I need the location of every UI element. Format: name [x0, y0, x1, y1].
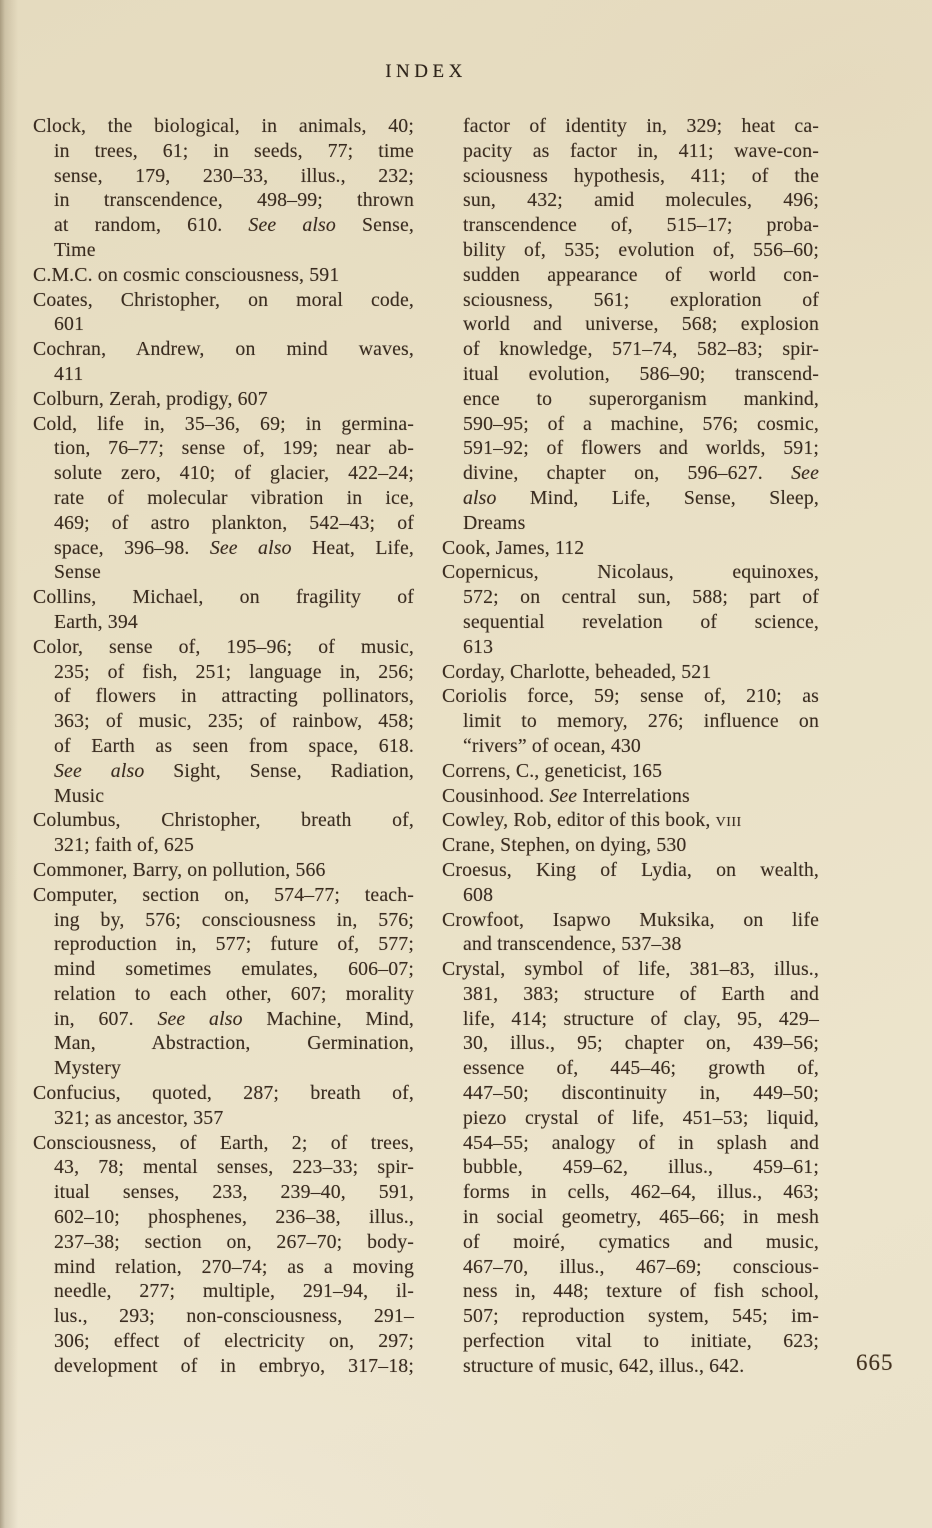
index-entry [442, 759, 819, 784]
index-line: 507; reproduction system, 545; im- [463, 1305, 819, 1328]
index-line: lus., 293; non-consciousness, 291– [54, 1305, 414, 1328]
index-line: Coriolis force, 59; sense of, 210; as [442, 685, 819, 708]
index-entry [442, 560, 819, 659]
index-entry [33, 387, 414, 412]
index-entry [33, 883, 414, 1081]
page-title: INDEX [385, 61, 467, 82]
index-line: transcendence of, 515–17; proba- [463, 214, 819, 237]
index-line: 454–55; analogy of in splash and [463, 1131, 819, 1154]
index-line: sudden appearance of world con- [463, 263, 819, 286]
index-line: Coates, Christopher, on moral code, [33, 288, 414, 311]
index-entry [33, 412, 414, 586]
index-column-left [33, 114, 414, 1379]
index-line: rate of molecular vibration in ice, [54, 486, 414, 509]
index-line: Clock, the biological, in animals, 40; [33, 115, 414, 137]
index-line: Collins, Michael, on fragility of [33, 586, 414, 609]
index-line: piezo crystal of life, 451–53; liquid, [463, 1106, 819, 1129]
index-line: 306; effect of electricity on, 297; [54, 1330, 414, 1353]
index-entry [33, 1081, 414, 1131]
index-entry [442, 908, 819, 958]
index-line: Cochran, Andrew, on mind waves, [33, 338, 414, 361]
index-line: of flowers in attracting pollinators, [54, 685, 414, 708]
index-line: Cook, James, 112 [442, 536, 585, 559]
index-line: sun, 432; amid molecules, 496; [463, 189, 819, 212]
index-line: structure of music, 642, illus., 642. [463, 1354, 745, 1377]
index-line: 613 [463, 635, 494, 658]
index-line: sciousness hypothesis, 411; of the [463, 164, 819, 187]
index-line: limit to memory, 276; influence on [463, 710, 819, 733]
index-line: ness in, 448; texture of fish school, [463, 1280, 819, 1303]
index-line: development of in embryo, 317–18; [54, 1354, 414, 1377]
index-line: Croesus, King of Lydia, on wealth, [442, 858, 819, 881]
index-line: sciousness, 561; exploration of [463, 288, 819, 311]
index-line: in, 607. See also Machine, Mind, [54, 1007, 414, 1030]
index-line: also Mind, Life, Sense, Sleep, [463, 486, 819, 509]
index-line: Correns, C., geneticist, 165 [442, 759, 663, 782]
index-line: and transcendence, 537–38 [463, 933, 682, 956]
index-line: forms in cells, 462–64, illus., 463; [463, 1181, 819, 1204]
index-line: of knowledge, 571–74, 582–83; spir- [463, 338, 819, 361]
index-line: “rivers” of ocean, 430 [463, 734, 641, 757]
index-line: Mystery [54, 1057, 121, 1080]
index-line: 591–92; of flowers and worlds, 591; [463, 437, 819, 460]
index-line: tion, 76–77; sense of, 199; near ab- [54, 437, 414, 460]
index-line: Corday, Charlotte, beheaded, 521 [442, 660, 712, 683]
index-line: Dreams [463, 511, 526, 534]
index-line: ing by, 576; consciousness in, 576; [54, 908, 414, 931]
index-line: Columbus, Christopher, breath of, [33, 809, 414, 832]
index-line: Cowley, Rob, editor of this book, viii [442, 809, 742, 832]
index-line: 30, illus., 95; chapter on, 439–56; [463, 1032, 819, 1055]
index-line: 608 [463, 883, 494, 906]
index-line: 602–10; phosphenes, 236–38, illus., [54, 1206, 414, 1229]
index-column-right [442, 114, 819, 1379]
index-line: Commoner, Barry, on pollution, 566 [33, 858, 326, 881]
index-entry [33, 288, 414, 338]
index-line: bubble, 459–62, illus., 459–61; [463, 1156, 819, 1179]
index-line: 363; of music, 235; of rainbow, 458; [54, 710, 414, 733]
index-line: Crowfoot, Isapwo Muksika, on life [442, 908, 819, 931]
index-line: mind relation, 270–74; as a moving [54, 1255, 414, 1278]
index-line: space, 396–98. See also Heat, Life, [54, 536, 415, 559]
index-line: sense, 179, 230–33, illus., 232; [54, 164, 414, 187]
index-line: of Earth as seen from space, 618. [54, 734, 414, 757]
index-line: mind sometimes emulates, 606–07; [54, 958, 414, 981]
index-line: world and universe, 568; explosion [463, 313, 819, 336]
index-line: See also Sight, Sense, Radiation, [54, 759, 415, 782]
index-line: Cold, life in, 35–36, 69; in germina- [33, 412, 414, 435]
index-line: in social geometry, 465–66; in mesh [463, 1206, 819, 1229]
index-entry [442, 833, 819, 858]
index-line: 590–95; of a machine, 576; cosmic, [463, 412, 819, 435]
index-line: C.M.C. on cosmic consciousness, 591 [33, 263, 340, 286]
page-number: 665 [856, 1350, 894, 1375]
index-entry [442, 536, 819, 561]
index-line: perfection vital to initiate, 623; [463, 1330, 819, 1353]
index-entry [33, 114, 414, 263]
index-entry [33, 337, 414, 387]
index-line: in trees, 61; in seeds, 77; time [54, 139, 414, 162]
index-line: 321; faith of, 625 [54, 834, 195, 857]
index-line: 469; of astro plankton, 542–43; of [54, 511, 414, 534]
index-line: Color, sense of, 195–96; of music, [33, 635, 414, 658]
index-line: sequential revelation of science, [463, 610, 819, 633]
index-entry [442, 684, 819, 758]
index-line: 237–38; section on, 267–70; body- [54, 1230, 414, 1253]
index-entry [442, 808, 819, 833]
index-line: bility of, 535; evolution of, 556–60; [463, 238, 819, 261]
index-line: reproduction in, 577; future of, 577; [54, 933, 414, 956]
index-line: pacity as factor in, 411; wave-con- [463, 139, 819, 162]
index-entry [442, 660, 819, 685]
index-entry [33, 635, 414, 809]
index-line: 411 [54, 362, 84, 385]
index-line: 321; as ancestor, 357 [54, 1106, 224, 1129]
index-line: at random, 610. See also Sense, [54, 214, 415, 237]
index-line: 467–70, illus., 467–69; conscious- [463, 1255, 819, 1278]
index-entry [33, 1131, 414, 1379]
index-line: 601 [54, 313, 85, 336]
index-line: factor of identity in, 329; heat ca- [463, 115, 819, 137]
index-line: 447–50; discontinuity in, 449–50; [463, 1082, 819, 1105]
index-line: of moiré, cymatics and music, [463, 1230, 819, 1253]
index-line: Consciousness, of Earth, 2; of trees, [33, 1131, 414, 1154]
index-entry [33, 263, 414, 288]
index-line: Confucius, quoted, 287; breath of, [33, 1082, 414, 1105]
index-line: life, 414; structure of clay, 95, 429– [463, 1007, 819, 1030]
index-line: Time [54, 238, 96, 261]
index-line: Sense [54, 561, 101, 584]
index-entry [442, 114, 819, 536]
index-line: ence to superorganism mankind, [463, 387, 819, 410]
index-line: Man, Abstraction, Germination, [54, 1032, 414, 1055]
index-entry [33, 585, 414, 635]
index-line: Crystal, symbol of life, 381–83, illus., [442, 958, 819, 981]
index-line: itual evolution, 586–90; transcend- [463, 362, 819, 385]
index-line: 235; of fish, 251; language in, 256; [54, 660, 414, 683]
index-line: Crane, Stephen, on dying, 530 [442, 834, 687, 857]
index-line: itual senses, 233, 239–40, 591, [54, 1181, 414, 1204]
index-line: Earth, 394 [54, 610, 138, 633]
index-entry [442, 858, 819, 908]
index-line: solute zero, 410; of glacier, 422–24; [54, 462, 414, 485]
index-line: 43, 78; mental senses, 223–33; spir- [54, 1156, 414, 1179]
index-line: 381, 383; structure of Earth and [463, 982, 819, 1005]
index-line: Colburn, Zerah, prodigy, 607 [33, 387, 268, 410]
index-line: in transcendence, 498–99; thrown [54, 189, 414, 212]
index-entry [33, 858, 414, 883]
index-entry [442, 784, 819, 809]
index-line: Copernicus, Nicolaus, equinoxes, [442, 561, 819, 584]
index-line: relation to each other, 607; morality [54, 982, 414, 1005]
index-line: needle, 277; multiple, 291–94, il- [54, 1280, 414, 1303]
index-line: divine, chapter on, 596–627. See [463, 462, 819, 485]
index-line: essence of, 445–46; growth of, [463, 1057, 819, 1080]
index-entry [442, 957, 819, 1379]
index-line: Computer, section on, 574–77; teach- [33, 883, 414, 906]
index-line: Music [54, 784, 105, 807]
index-line: Cousinhood. See Interrelations [442, 784, 690, 807]
index-entry [33, 808, 414, 858]
index-line: 572; on central sun, 588; part of [463, 586, 819, 609]
